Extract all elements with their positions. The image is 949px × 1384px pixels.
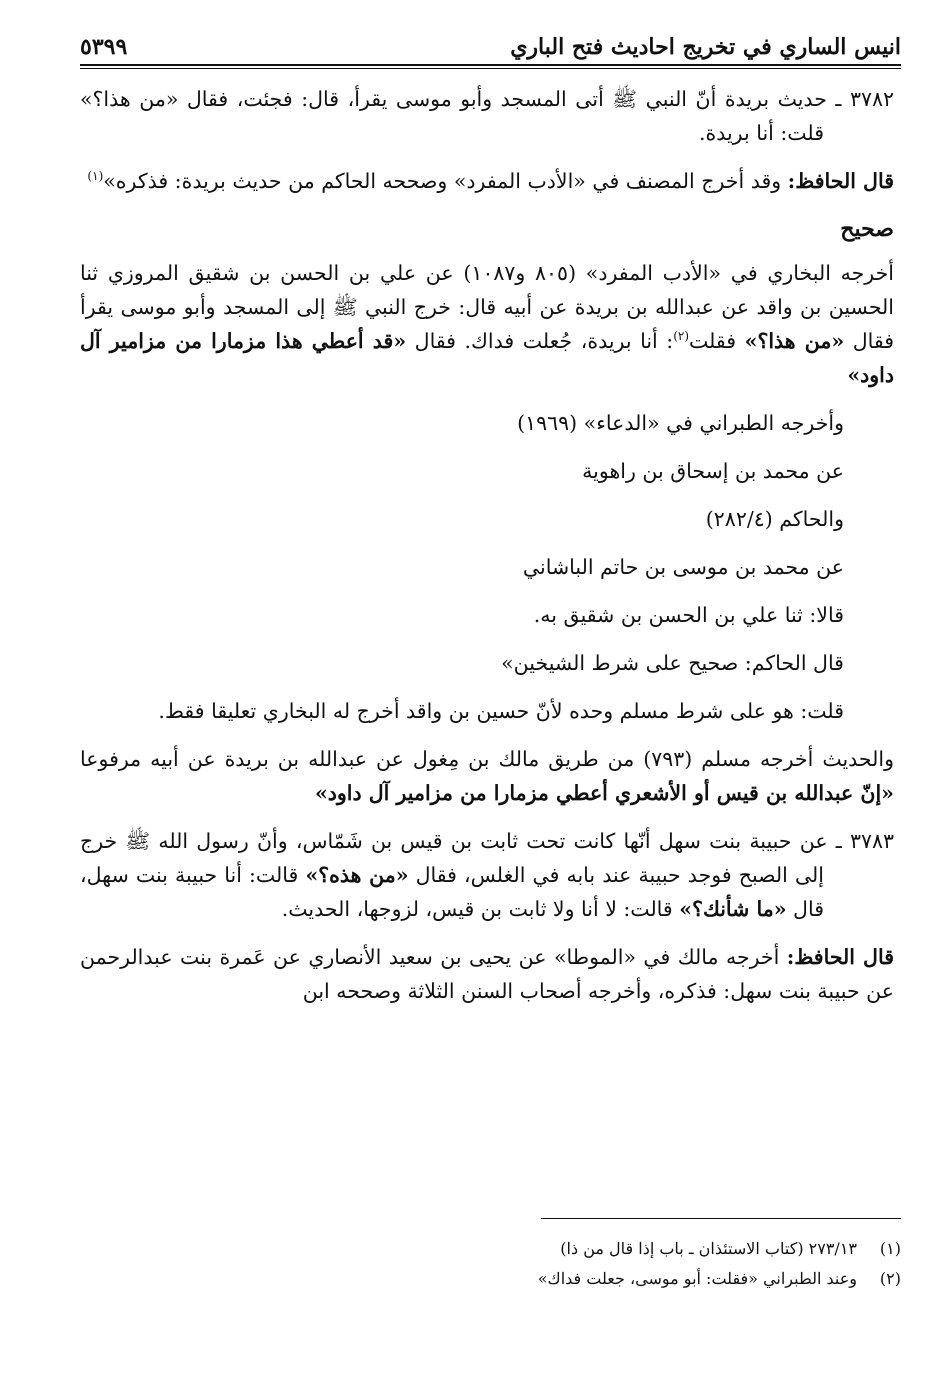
h3783-bold-2: «ما شأنك؟»	[679, 897, 787, 921]
hafiz-text-1: وقد أخرج المصنف في «الأدب المفرد» وصححه الحاكم من حديث بريدة: فذكره»	[103, 169, 788, 193]
takhrij-paragraph-1	[80, 256, 894, 392]
header-rule-thin	[80, 68, 901, 69]
footnotes	[80, 1234, 901, 1294]
h3783-c: قالت: لا أنا ولا ثابت بن قيس، لزوجها، الحديث.	[281, 897, 680, 921]
p1-bold-2: «قد أعطي هذا مزمارا من مزامير آل داود»	[80, 329, 894, 387]
main-text	[80, 82, 894, 1022]
p1-text: أخرجه البخاري في «الأدب المفرد» (٨٠٥ و١٠٨٧) عن علي بن الحسن بن شقيق المروزي ثنا الحسين بن واقد عن عبدالله بن بريدة عن أبيه قال: خرج النبي ﷺ إلى المسجد وأبو موسى يقرأ فقال	[80, 261, 894, 353]
line-qala: قالا: ثنا علي بن الحسن بن شقيق به.	[533, 603, 844, 627]
p1-bold-1: «من هذا؟»	[744, 329, 845, 353]
h3783-b: قالت: أنا حبيبة بنت سهل، قال	[80, 863, 824, 921]
takhrij-paragraph-2	[80, 742, 894, 810]
footnote-ref-2: (٢)	[673, 329, 690, 344]
p1-mid: فقلت	[689, 329, 745, 353]
hafiz-label-2: قال الحافظ:	[786, 945, 894, 969]
footnote-number: (٢)	[879, 1269, 901, 1288]
page-number: ٥٣٩٩	[80, 34, 128, 60]
line-tabarani: وأخرجه الطبراني في «الدعاء» (١٩٦٩)	[517, 411, 844, 435]
line-hakim-verdict: قال الحاكم: صحيح على شرط الشيخين»	[501, 651, 844, 675]
line-ibn-rahawayh: عن محمد بن إسحاق بن راهوية	[582, 459, 844, 483]
hafiz-label: قال الحافظ:	[787, 169, 894, 193]
hadith-3782	[80, 82, 894, 150]
hafiz-comment-1	[80, 164, 894, 198]
p2-text: والحديث أخرجه مسلم (٧٩٣) من طريق مالك بن مِغول عن عبدالله بن بريدة عن أبيه مرفوعا	[80, 747, 894, 771]
line-author-note: قلت: هو على شرط مسلم وحده لأنّ حسين بن واقد أخرج له البخاري تعليقا فقط.	[158, 699, 844, 723]
p2-bold: «إنّ عبدالله بن قيس أو الأشعري أعطي مزمارا من مزامير آل داود»	[314, 781, 894, 805]
footnote-text: ٢٧٣/١٣ (كتاب الاستئذان ـ باب إذا قال من ذا)	[560, 1239, 857, 1258]
h3783-bold-1: «من هذه؟»	[305, 863, 409, 887]
footnote-1	[80, 1234, 901, 1264]
grade-heading: صحيح	[840, 216, 894, 242]
line-bashani: عن محمد بن موسى بن حاتم الباشاني	[522, 555, 844, 579]
footnote-ref-1: (١)	[87, 169, 104, 184]
header-rule-thick	[80, 64, 901, 66]
hadith-3783	[80, 824, 894, 926]
book-title: انيس الساري في تخريج احاديث فتح الباري	[510, 34, 901, 60]
footnote-2	[80, 1264, 901, 1294]
footnote-number: (١)	[879, 1239, 901, 1258]
footnote-text: وعند الطبراني «فقلت: أبو موسى، جعلت فداك»	[537, 1269, 857, 1288]
footnote-rule	[541, 1218, 901, 1219]
h3783-a: ٣٧٨٣ ـ عن حبيبة بنت سهل أنّها كانت تحت ثابت بن قيس بن شَمّاس، وأنّ رسول الله ﷺ خرج إلى الصبح فوجد حبيبة عند بابه في الغلس، فقال	[80, 829, 894, 887]
hafiz-text-2: أخرجه مالك في «الموطا» عن يحيى بن سعيد الأنصاري عن عَمرة بنت عبدالرحمن عن حبيبة بنت سهل: فذكره، وأخرجه أصحاب السنن الثلاثة وصححه ابن	[80, 945, 894, 1003]
p1-mid-2: : أنا بريدة، جُعلت فداك. فقال	[406, 329, 674, 353]
hadith-3782-text: ٣٧٨٢ ـ حديث بريدة أنّ النبي ﷺ أتى المسجد وأبو موسى يقرأ، قال: فجئت، فقال «من هذا؟» قلت: أنا بريدة.	[80, 87, 894, 145]
hafiz-comment-2	[80, 940, 894, 1008]
line-hakim: والحاكم (٢٨٢/٤)	[705, 507, 844, 531]
running-header	[80, 30, 901, 64]
